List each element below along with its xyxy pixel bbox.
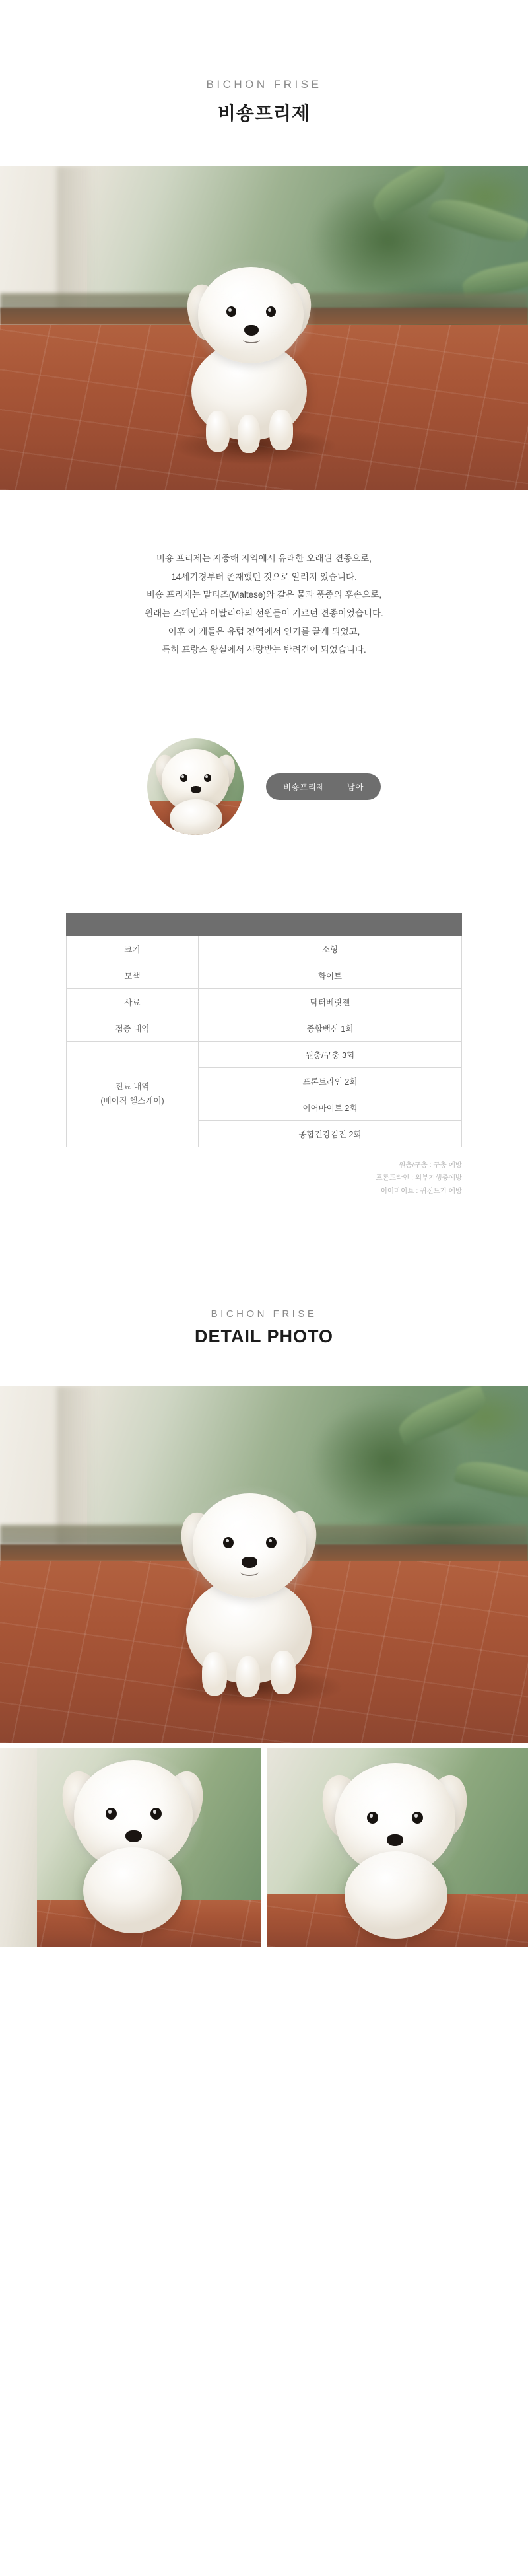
dog-leg xyxy=(206,411,230,452)
footnote-item: 원충/구충 : 구충 예방 xyxy=(399,1161,462,1170)
dog-leg xyxy=(269,410,293,450)
table-row xyxy=(67,936,462,962)
table-header-label xyxy=(67,913,199,936)
table-row xyxy=(67,1015,462,1042)
footnote-item: 이어마이트 : 귀진드기 예방 xyxy=(380,1186,462,1195)
hero-photo xyxy=(0,166,528,490)
detail-eyebrow: BICHON FRISE xyxy=(211,1308,317,1320)
description-line: 14세기경부터 존재했던 것으로 알려져 있습니다. xyxy=(171,571,357,582)
breed-description xyxy=(0,490,528,659)
page-header xyxy=(0,0,528,125)
spec-table-wrap xyxy=(66,913,462,1147)
dog-eye-left xyxy=(180,774,187,782)
detail-hero-photo xyxy=(0,1386,528,1743)
profile-sex: 남아 xyxy=(346,783,364,793)
dog-fur-glow xyxy=(65,1752,205,1882)
dog-body xyxy=(170,799,222,835)
page-eyebrow: BICHON FRISE xyxy=(206,78,322,90)
dog-leg xyxy=(271,1651,296,1694)
care-value: 종합건강검진 2회 xyxy=(199,1121,462,1147)
description-line: 특히 프랑스 왕실에서 사랑받는 반려견이 되었습니다. xyxy=(162,645,366,655)
dog-eye-right xyxy=(204,774,211,782)
row-label: 접종 내역 xyxy=(67,1015,199,1042)
detail-title: DETAIL PHOTO xyxy=(194,1326,334,1347)
description-line: 이후 이 개들은 유럽 전역에서 인기를 끌게 되었고, xyxy=(168,626,360,637)
detail-photo-left xyxy=(0,1748,261,1947)
table-header-row xyxy=(67,913,462,936)
table-row xyxy=(67,989,462,1015)
dog-fur-glow xyxy=(190,259,315,375)
care-label-line1: 진료 내역 xyxy=(115,1082,150,1092)
care-label xyxy=(67,1042,199,1147)
detail-right-scene xyxy=(267,1748,528,1947)
row-label: 모색 xyxy=(67,962,199,989)
dog-fur-glow xyxy=(183,1485,319,1610)
table-header-value xyxy=(199,913,462,936)
care-value: 프론트라인 2회 xyxy=(199,1068,462,1094)
description-line: 원래는 스페인과 이탈리아의 선원들이 기르던 견종이었습니다. xyxy=(145,608,383,619)
detail-hero-scene xyxy=(0,1386,528,1743)
care-value: 이어마이트 2회 xyxy=(199,1094,462,1121)
dog-nose xyxy=(244,325,259,336)
spec-table xyxy=(66,913,462,1147)
hero-photo-scene xyxy=(0,166,528,490)
detail-header xyxy=(0,1308,528,1347)
dog-eye-right xyxy=(266,306,276,317)
profile-photo-scene xyxy=(147,738,244,835)
dog-eye-left xyxy=(226,306,236,317)
row-value: 소형 xyxy=(199,936,462,962)
footnote-block xyxy=(66,1159,462,1198)
row-value: 화이트 xyxy=(199,962,462,989)
dog-leg xyxy=(238,415,260,453)
row-value: 종합백신 1회 xyxy=(199,1015,462,1042)
footnote-item: 프론트라인 : 외부기생충예방 xyxy=(376,1174,462,1182)
detail-photo-right xyxy=(267,1748,528,1947)
row-label: 크기 xyxy=(67,936,199,962)
care-label-line2: (베이직 헬스케어) xyxy=(100,1096,164,1106)
dog-leg xyxy=(236,1656,260,1697)
care-value: 원충/구충 3회 xyxy=(199,1042,462,1068)
dog-mouth xyxy=(243,336,260,343)
profile-breed: 비숑프리제 xyxy=(282,783,325,793)
description-line: 비숑 프리제는 지중해 지역에서 유래한 오래된 견종으로, xyxy=(156,554,372,563)
wall-left xyxy=(0,1748,37,1947)
dog-fur-glow xyxy=(326,1755,467,1886)
dog-leg xyxy=(202,1652,227,1696)
row-label: 사료 xyxy=(67,989,199,1015)
table-row xyxy=(67,962,462,989)
row-value: 닥터베릿젠 xyxy=(199,989,462,1015)
detail-photo-grid xyxy=(0,1748,528,1947)
table-row xyxy=(67,1042,462,1068)
profile-avatar xyxy=(147,738,244,835)
detail-left-scene xyxy=(0,1748,261,1947)
description-line: 비숑 프리제는 말티즈(Maltese)와 같은 물과 품종의 후손으로, xyxy=(146,590,382,600)
dog-nose xyxy=(191,786,201,793)
page-title: 비숑프리제 xyxy=(217,103,311,124)
profile-row xyxy=(0,738,528,835)
profile-tag xyxy=(266,773,381,800)
